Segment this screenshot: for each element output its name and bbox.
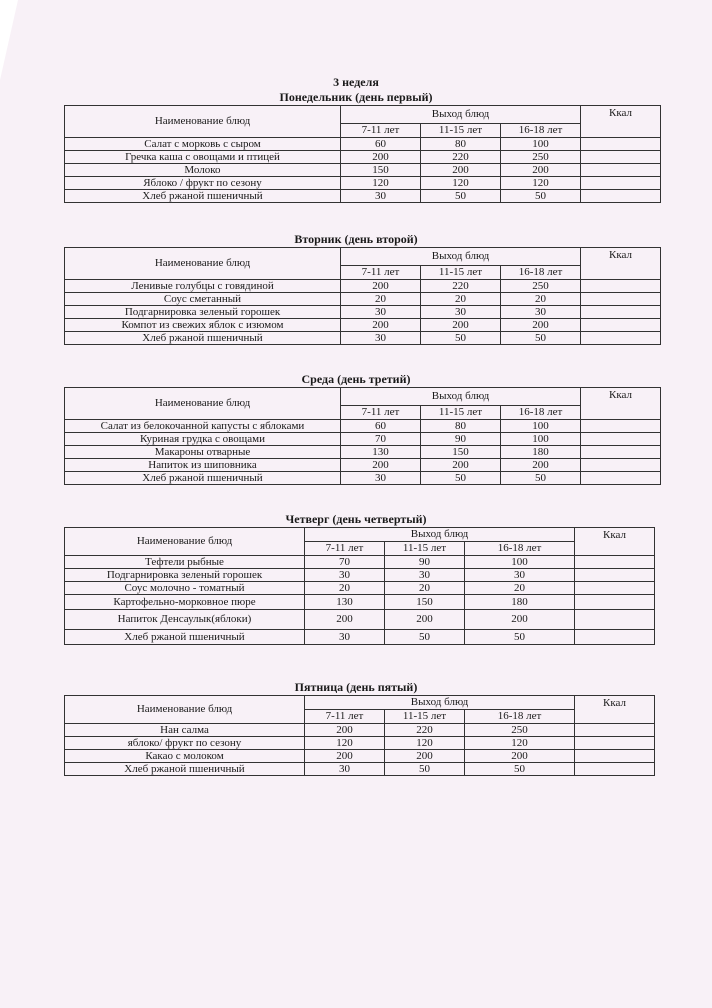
- kcal-value: [575, 569, 655, 582]
- portion-16-18: 20: [465, 582, 575, 595]
- menu-table: [64, 105, 661, 203]
- table-row: [65, 332, 661, 345]
- header-age-16-18: 16-18 лет: [501, 406, 581, 420]
- dish-name: Соус молочно - томатный: [65, 582, 305, 595]
- portion-11-15: 150: [421, 446, 501, 459]
- header-row: [65, 106, 661, 124]
- header-age-7-11: 7-11 лет: [341, 406, 421, 420]
- week-title: 3 неделя: [333, 75, 379, 89]
- day-section-friday: [0, 680, 712, 776]
- portion-16-18: 200: [501, 164, 581, 177]
- portion-16-18: 100: [501, 420, 581, 433]
- header-age-11-15: 11-15 лет: [421, 124, 501, 138]
- kcal-value: [575, 556, 655, 569]
- kcal-value: [581, 433, 661, 446]
- header-age-16-18: 16-18 лет: [465, 710, 575, 724]
- header-age-7-11: 7-11 лет: [305, 710, 385, 724]
- kcal-value: [575, 737, 655, 750]
- table-row: [65, 472, 661, 485]
- portion-11-15: 200: [385, 750, 465, 763]
- portion-11-15: 50: [421, 190, 501, 203]
- menu-table: [64, 247, 661, 345]
- portion-7-11: 150: [341, 164, 421, 177]
- portion-16-18: 30: [501, 306, 581, 319]
- portion-7-11: 20: [305, 582, 385, 595]
- kcal-value: [575, 630, 655, 645]
- day-title: Пятница (день пятый): [294, 680, 418, 694]
- header-age-16-18: 16-18 лет: [501, 124, 581, 138]
- portion-11-15: 200: [421, 459, 501, 472]
- header-age-7-11: 7-11 лет: [341, 266, 421, 280]
- header-age-16-18: 16-18 лет: [465, 542, 575, 556]
- portion-11-15: 200: [421, 319, 501, 332]
- dish-name: Какао с молоком: [65, 750, 305, 763]
- table-row: [65, 610, 655, 630]
- portion-16-18: 50: [501, 190, 581, 203]
- dish-name: Картофельно-морковное пюре: [65, 595, 305, 610]
- portion-7-11: 30: [341, 472, 421, 485]
- header-row: [65, 248, 661, 266]
- portion-7-11: 130: [305, 595, 385, 610]
- header-dish-name: Наименование блюд: [65, 696, 305, 724]
- header-dish-name: Наименование блюд: [65, 248, 341, 280]
- kcal-value: [581, 332, 661, 345]
- portion-11-15: 150: [385, 595, 465, 610]
- dish-name: Нан салма: [65, 724, 305, 737]
- portion-16-18: 100: [501, 138, 581, 151]
- dish-name: Макароны отварные: [65, 446, 341, 459]
- table-row: [65, 319, 661, 332]
- portion-11-15: 120: [421, 177, 501, 190]
- portion-7-11: 70: [341, 433, 421, 446]
- kcal-value: [581, 164, 661, 177]
- kcal-value: [575, 595, 655, 610]
- table-row: [65, 459, 661, 472]
- portion-7-11: 30: [341, 332, 421, 345]
- dish-name: Хлеб ржаной пшеничный: [65, 472, 341, 485]
- kcal-value: [581, 319, 661, 332]
- portion-11-15: 80: [421, 420, 501, 433]
- portion-16-18: 200: [501, 459, 581, 472]
- portion-7-11: 30: [305, 630, 385, 645]
- portion-16-18: 250: [501, 151, 581, 164]
- table-row: [65, 164, 661, 177]
- portion-16-18: 50: [465, 763, 575, 776]
- header-dish-name: Наименование блюд: [65, 388, 341, 420]
- header-output: Выход блюд: [341, 388, 581, 406]
- portion-7-11: 60: [341, 138, 421, 151]
- table-row: [65, 582, 655, 595]
- portion-16-18: 120: [465, 737, 575, 750]
- header-kcal: Ккал: [581, 388, 661, 420]
- menu-table: [64, 387, 661, 485]
- portion-7-11: 200: [341, 459, 421, 472]
- dish-name: Напиток из шиповника: [65, 459, 341, 472]
- dish-name: Молоко: [65, 164, 341, 177]
- table-row: [65, 190, 661, 203]
- dish-name: Тефтели рыбные: [65, 556, 305, 569]
- portion-11-15: 50: [385, 630, 465, 645]
- day-section-tuesday: [0, 232, 712, 345]
- portion-11-15: 220: [385, 724, 465, 737]
- dish-name: Соус сметанный: [65, 293, 341, 306]
- portion-7-11: 30: [305, 569, 385, 582]
- header-dish-name: Наименование блюд: [65, 106, 341, 138]
- portion-16-18: 250: [501, 280, 581, 293]
- header-age-11-15: 11-15 лет: [385, 710, 465, 724]
- dish-name: Напиток Денсаулык(яблоки): [65, 610, 305, 630]
- portion-11-15: 220: [421, 151, 501, 164]
- portion-7-11: 200: [305, 724, 385, 737]
- day-section-wednesday: [0, 372, 712, 485]
- portion-7-11: 120: [341, 177, 421, 190]
- table-row: [65, 446, 661, 459]
- dish-name: Салат с морковь с сыром: [65, 138, 341, 151]
- table-row: [65, 750, 655, 763]
- portion-16-18: 120: [501, 177, 581, 190]
- portion-7-11: 120: [305, 737, 385, 750]
- dish-name: Яблоко / фрукт по сезону: [65, 177, 341, 190]
- dish-name: Хлеб ржаной пшеничный: [65, 190, 341, 203]
- header-output: Выход блюд: [341, 106, 581, 124]
- day-section-thursday: [0, 512, 712, 645]
- header-row: [65, 388, 661, 406]
- kcal-value: [581, 472, 661, 485]
- table-row: [65, 595, 655, 610]
- table-row: [65, 763, 655, 776]
- dish-name: Хлеб ржаной пшеничный: [65, 763, 305, 776]
- portion-11-15: 30: [421, 306, 501, 319]
- table-row: [65, 630, 655, 645]
- portion-7-11: 200: [305, 750, 385, 763]
- kcal-value: [575, 750, 655, 763]
- day-section-monday: [0, 90, 712, 203]
- header-kcal: Ккал: [575, 528, 655, 556]
- header-output: Выход блюд: [341, 248, 581, 266]
- portion-7-11: 200: [305, 610, 385, 630]
- portion-7-11: 60: [341, 420, 421, 433]
- header-age-7-11: 7-11 лет: [341, 124, 421, 138]
- dish-name: Хлеб ржаной пшеничный: [65, 332, 341, 345]
- header-row: [65, 696, 655, 710]
- portion-11-15: 220: [421, 280, 501, 293]
- kcal-value: [575, 610, 655, 630]
- portion-16-18: 180: [465, 595, 575, 610]
- kcal-value: [581, 190, 661, 203]
- portion-11-15: 20: [421, 293, 501, 306]
- portion-11-15: 120: [385, 737, 465, 750]
- dish-name: яблоко/ фрукт по сезону: [65, 737, 305, 750]
- dish-name: Подгарнировка зеленый горошек: [65, 306, 341, 319]
- header-kcal: Ккал: [575, 696, 655, 724]
- day-title: Четверг (день четвертый): [285, 512, 427, 526]
- page-fold-corner: [0, 0, 18, 80]
- table-row: [65, 280, 661, 293]
- kcal-value: [581, 177, 661, 190]
- kcal-value: [581, 306, 661, 319]
- portion-11-15: 50: [385, 763, 465, 776]
- portion-11-15: 200: [385, 610, 465, 630]
- portion-16-18: 50: [501, 332, 581, 345]
- portion-7-11: 130: [341, 446, 421, 459]
- portion-16-18: 50: [465, 630, 575, 645]
- menu-table: [64, 695, 655, 776]
- portion-16-18: 20: [501, 293, 581, 306]
- dish-name: Ленивые голубцы с говядиной: [65, 280, 341, 293]
- portion-7-11: 30: [305, 763, 385, 776]
- portion-16-18: 200: [465, 750, 575, 763]
- dish-name: Подгарнировка зеленый горошек: [65, 569, 305, 582]
- portion-7-11: 70: [305, 556, 385, 569]
- table-row: [65, 151, 661, 164]
- portion-7-11: 20: [341, 293, 421, 306]
- day-title: Вторник (день второй): [294, 232, 418, 246]
- kcal-value: [581, 280, 661, 293]
- dish-name: Салат из белокочанной капусты с яблоками: [65, 420, 341, 433]
- header-age-7-11: 7-11 лет: [305, 542, 385, 556]
- header-output: Выход блюд: [305, 696, 575, 710]
- portion-11-15: 50: [421, 472, 501, 485]
- dish-name: Гречка каша с овощами и птицей: [65, 151, 341, 164]
- kcal-value: [581, 420, 661, 433]
- dish-name: Компот из свежих яблок с изюмом: [65, 319, 341, 332]
- kcal-value: [575, 582, 655, 595]
- portion-7-11: 200: [341, 151, 421, 164]
- day-title: Среда (день третий): [301, 372, 411, 386]
- table-row: [65, 556, 655, 569]
- header-dish-name: Наименование блюд: [65, 528, 305, 556]
- kcal-value: [581, 293, 661, 306]
- header-age-11-15: 11-15 лет: [421, 406, 501, 420]
- header-kcal: Ккал: [581, 248, 661, 280]
- header-output: Выход блюд: [305, 528, 575, 542]
- kcal-value: [575, 763, 655, 776]
- header-age-11-15: 11-15 лет: [421, 266, 501, 280]
- table-row: [65, 433, 661, 446]
- menu-table: [64, 527, 655, 645]
- portion-11-15: 30: [385, 569, 465, 582]
- portion-16-18: 200: [501, 319, 581, 332]
- portion-16-18: 250: [465, 724, 575, 737]
- table-row: [65, 306, 661, 319]
- portion-11-15: 90: [385, 556, 465, 569]
- kcal-value: [575, 724, 655, 737]
- dish-name: Хлеб ржаной пшеничный: [65, 630, 305, 645]
- header-row: [65, 528, 655, 542]
- portion-11-15: 50: [421, 332, 501, 345]
- kcal-value: [581, 151, 661, 164]
- portion-7-11: 200: [341, 319, 421, 332]
- portion-11-15: 200: [421, 164, 501, 177]
- header-age-11-15: 11-15 лет: [385, 542, 465, 556]
- kcal-value: [581, 459, 661, 472]
- table-row: [65, 138, 661, 151]
- portion-11-15: 20: [385, 582, 465, 595]
- table-row: [65, 737, 655, 750]
- kcal-value: [581, 138, 661, 151]
- header-age-16-18: 16-18 лет: [501, 266, 581, 280]
- kcal-value: [581, 446, 661, 459]
- header-kcal: Ккал: [581, 106, 661, 138]
- portion-7-11: 30: [341, 190, 421, 203]
- portion-7-11: 200: [341, 280, 421, 293]
- table-row: [65, 177, 661, 190]
- table-row: [65, 420, 661, 433]
- table-row: [65, 569, 655, 582]
- day-title: Понедельник (день первый): [279, 90, 433, 104]
- dish-name: Куриная грудка с овощами: [65, 433, 341, 446]
- portion-16-18: 100: [465, 556, 575, 569]
- table-row: [65, 293, 661, 306]
- portion-16-18: 50: [501, 472, 581, 485]
- table-row: [65, 724, 655, 737]
- portion-16-18: 100: [501, 433, 581, 446]
- portion-11-15: 90: [421, 433, 501, 446]
- portion-16-18: 180: [501, 446, 581, 459]
- portion-16-18: 30: [465, 569, 575, 582]
- portion-7-11: 30: [341, 306, 421, 319]
- portion-11-15: 80: [421, 138, 501, 151]
- portion-16-18: 200: [465, 610, 575, 630]
